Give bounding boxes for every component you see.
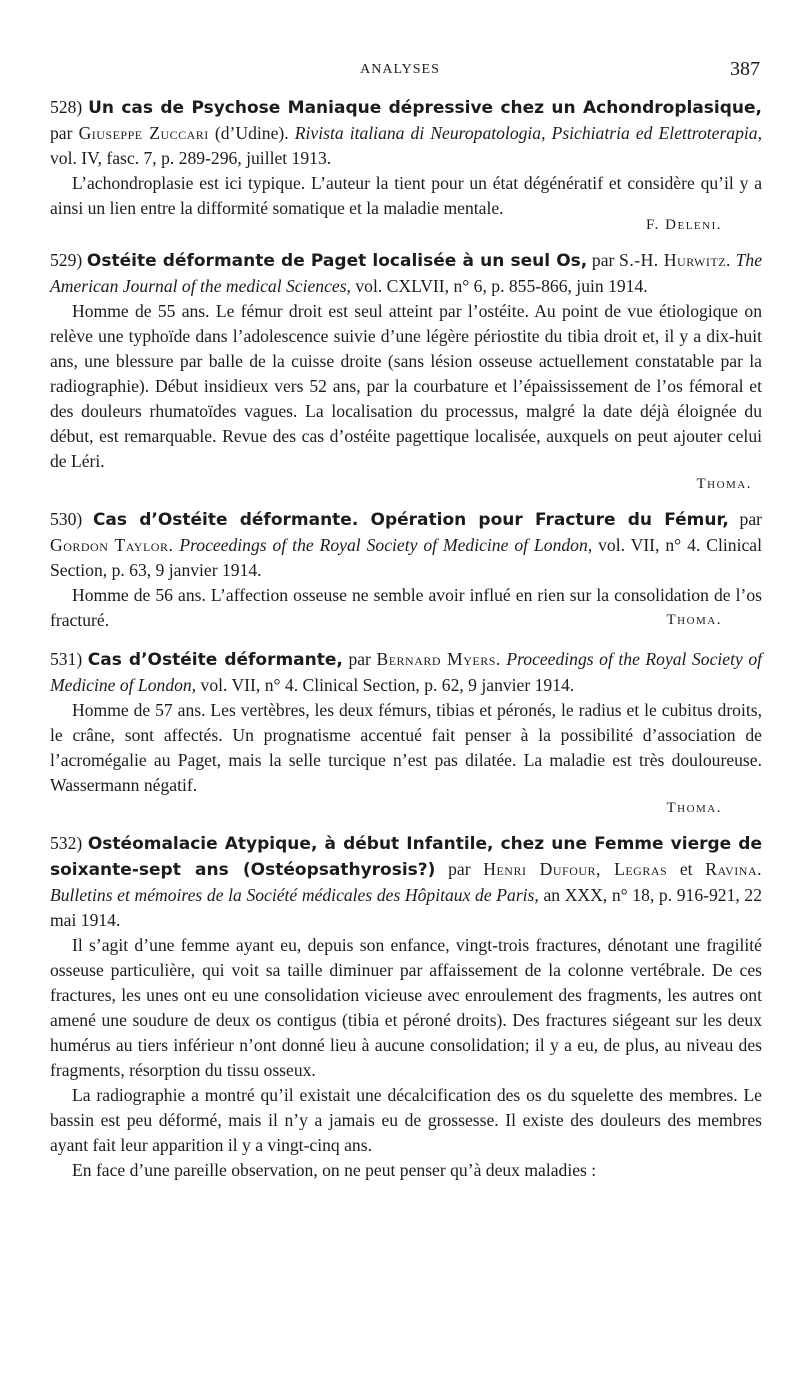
reviewer-signature: F. Deleni.: [646, 217, 722, 233]
entry-number: 528): [50, 97, 83, 117]
entry-title: Cas d’Ostéite déformante. Opération pour Fracture du Fémur,: [92, 510, 729, 530]
page-number: 387: [730, 58, 760, 80]
citation-details: vol. IV, fasc. 7, p. 289-296, juillet 1913.: [50, 148, 332, 168]
abstract-530: [50, 507, 762, 633]
running-title: ANALYSES: [360, 62, 440, 77]
entry-number: 532): [50, 833, 83, 853]
entry-number: 530): [50, 509, 83, 529]
entry-reference: [50, 248, 762, 299]
entry-title: Ostéomalacie Atypique, à début Infantile, chez une Femme vierge de soixante-sept ans (Ostéopsathyrosis?): [50, 834, 762, 880]
abstract-528: [50, 95, 762, 234]
abstract-paragraph: [50, 933, 762, 1083]
page-header: [0, 58, 800, 84]
abstract-paragraph: [50, 299, 762, 474]
author-prefix: par: [348, 649, 371, 669]
paragraph-text: Homme de 56 ans. L’affection osseuse ne semble avoir influé en rien sur la consolidation de l’os fracturé.: [50, 585, 762, 630]
citation-details: vol. CXLVII, n° 6, p. 855-866, juin 1914.: [355, 276, 648, 296]
abstract-paragraph: [50, 698, 762, 798]
abstract-paragraph: [50, 1083, 762, 1158]
entry-author-2: Ravina.: [705, 859, 763, 879]
entry-author: Giuseppe Zuccari: [78, 123, 209, 143]
journal-name: Bulletins et mémoires de la Société médicales des Hôpitaux de Paris,: [50, 885, 539, 905]
reviewer-signature: Thoma.: [696, 476, 752, 492]
citation-details: vol. VII, n° 4. Clinical Section, p. 62, 9 janvier 1914.: [200, 675, 575, 695]
abstract-529: [50, 248, 762, 493]
author-prefix: par: [739, 509, 762, 529]
citation-details: vol. VII, n° 4. Clinical Section, p. 63, 9 janvier 1914.: [50, 535, 762, 580]
journal-name: Proceedings of the Royal Society of Medicine of London,: [179, 535, 593, 555]
reviewer-signature: Thoma.: [666, 800, 722, 816]
paragraph-text: Homme de 57 ans. Les vertèbres, les deux fémurs, tibias et péronés, le radius et le cubitus droits, le crâne, sont affectés. Un prognatisme accentué fait penser à la possibilité d’association de l’acromégalie au Paget, mais la selle turcique n’est pas dilatée. La maladie est très douloureuse. Wassermann négatif.: [50, 700, 762, 795]
journal-name: Rivista italiana di Neuropatologia, Psichiatria ed Elettroterapia,: [294, 123, 762, 143]
entry-title: Un cas de Psychose Maniaque dépressive chez un Achondroplasique,: [88, 98, 762, 118]
journal-name: The American Journal of the medical Sciences,: [50, 250, 762, 296]
entry-author: Henri Dufour, Legras: [483, 859, 668, 879]
entry-number: 531): [50, 649, 83, 669]
paragraph-text: Il s’agit d’une femme ayant eu, depuis son enfance, vingt-trois fractures, dénotant une fragilité osseuse particulière, qui voit sa taille diminuer par affaissement de la colonne vertébrale. De ces fractures, les unes ont eu une consolidation vicieuse avec enroulement des fragments, les autres ont amené une soudure de deux os contigus (tibia et péroné droits). Des fractures siégeant sur les deux humérus au tiers inférieur n’ont donné lieu à aucune consolidation; il y a eu, de plus, au niveau des fragments, résorption du tissu osseux.: [50, 935, 762, 1080]
paragraph-text: L’achondroplasie est ici typique. L’auteur la tient pour un état dégénératif et considère qu’il y a ainsi un lien entre la difformité somatique et la maladie mentale.: [50, 173, 762, 218]
abstract-paragraph: [50, 583, 762, 633]
entry-reference: [50, 831, 762, 933]
journal-name: Proceedings of the Royal Society of Medicine of London,: [50, 649, 763, 695]
article-column: [50, 95, 762, 1197]
entry-title: Ostéite déformante de Paget localisée à un seul Os,: [86, 251, 588, 271]
entry-title: Cas d’Ostéite déformante,: [87, 650, 343, 670]
reviewer-signature: Thoma.: [666, 612, 722, 628]
paragraph-text: Homme de 55 ans. Le fémur droit est seul atteint par l’ostéite. Au point de vue étiologique on relève une typhoïde dans l’adolescence suivie d’une légère périostite du tibia droit et, il y a dix-huit ans, une blessure par balle de la cuisse droite (sans lésion osseuse actuellement constatable par la radiographie). Début insidieux vers 52 ans, par la courbature et l’épaississement de l’os fémoral et des douleurs rhumatoïdes vagues. La localisation du processus, malgré la date déjà éloignée du début, est remarquable. Revue des cas d’ostéite pagettique localisée, auxquels on peut ajouter celui de Léri.: [50, 301, 762, 471]
entry-author: Bernard Myers.: [376, 649, 501, 669]
paragraph-text: La radiographie a montré qu’il existait une décalcification des os du squelette des membres. Le bassin est peu déformé, mais il n’y a jamais eu de grossesse. Il existe des douleurs des membres ayant fait leur apparition il y a vingt-cinq ans.: [50, 1085, 762, 1155]
abstract-531: [50, 647, 762, 817]
abstract-532: [50, 831, 762, 1183]
entry-reference: [50, 95, 762, 171]
abstract-paragraph: [50, 171, 762, 221]
entry-author: S.-H. Hurwitz.: [619, 250, 731, 270]
entry-author: Gordon Taylor.: [50, 535, 174, 555]
citation-details: an XXX, n° 18, p. 916-921, 22 mai 1914.: [50, 885, 763, 930]
author-prefix: par: [591, 250, 615, 270]
entry-number: 529): [50, 250, 83, 270]
abstract-paragraph: [50, 1158, 762, 1183]
author-conjunction: et: [679, 859, 693, 879]
author-suffix: (d’Udine).: [214, 123, 289, 143]
paragraph-text: En face d’une pareille observation, on ne peut penser qu’à deux maladies :: [72, 1160, 597, 1180]
entry-reference: [50, 507, 762, 583]
author-prefix: par: [448, 859, 471, 879]
entry-reference: [50, 647, 762, 698]
author-prefix: par: [50, 123, 73, 143]
